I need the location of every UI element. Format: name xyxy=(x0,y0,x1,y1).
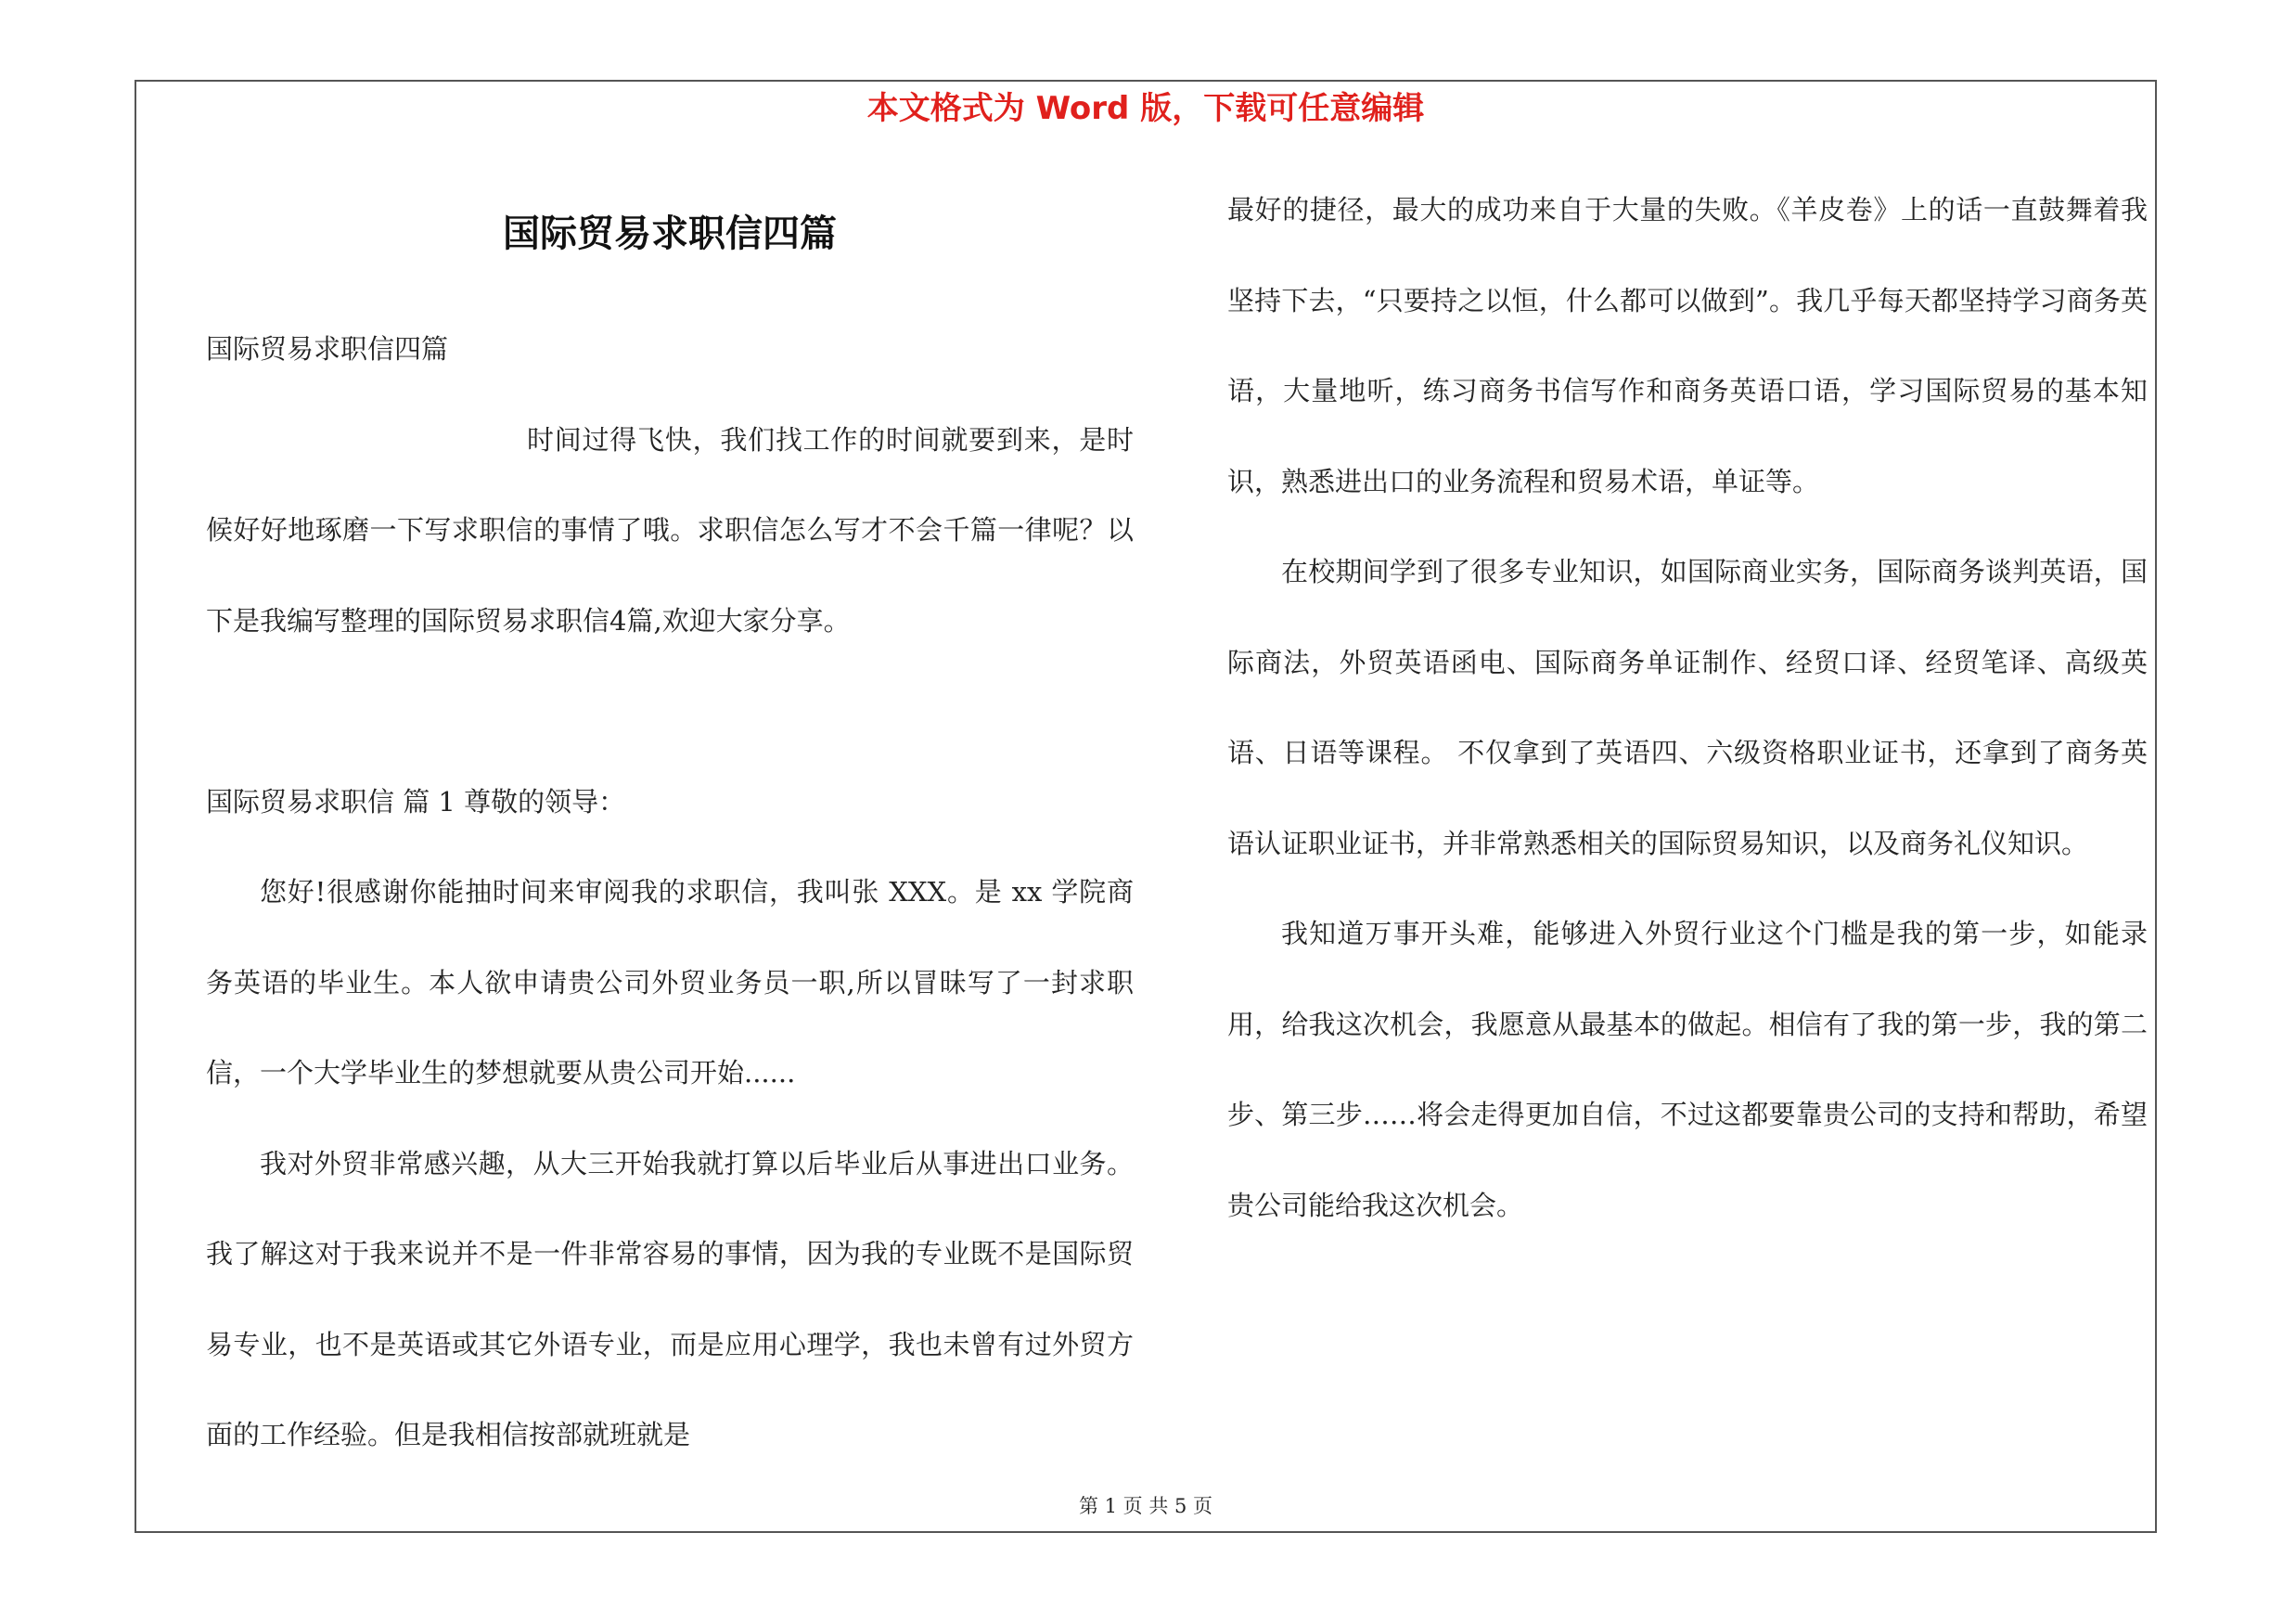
courses-paragraph: 在校期间学到了很多专业知识，如国际商业实务，国际商务谈判英语，国际商法，外贸英语函电、国际商务单证制作、经贸口译、经贸笔译、高级英语、日语等课程。 不仅拿到了英语四、六级资格职业证书，还拿到了商务英语认证职业证书，并非常熟悉相关的国际贸易知识，以及商务礼仪知识。 xyxy=(1227,556,2148,859)
intro-paragraph: 时间过得飞快，我们找工作的时间就要到来，是时候好好地琢磨一下写求职信的事情了哦。求职信怎么写才不会千篇一律呢？以下是我编写整理的国际贸易求职信4篇,欢迎大家分享。 xyxy=(206,423,1134,637)
format-banner: 本文格式为 Word 版，下载可任意编辑 xyxy=(866,90,1425,127)
subtitle-paragraph: 国际贸易求职信四篇 xyxy=(206,333,449,365)
blank-line xyxy=(206,666,1134,757)
right-column xyxy=(1227,165,2148,1251)
continuation-paragraph: 最好的捷径，最大的成功来自于大量的失败。《羊皮卷》上的话一直鼓舞着我坚持下去，“只要持之以恒，什么都可以做到”。我几乎每天都坚持学习商务英语，大量地听，练习商务书信写作和商务英语口语，学习国际贸易的基本知识，熟悉进出口的业务流程和贸易术语，单证等。 xyxy=(1227,194,2148,497)
greeting-paragraph: 您好!很感谢你能抽时间来审阅我的求职信，我叫张 XXX。是 xx 学院商务英语的毕业生。本人欲申请贵公司外贸业务员一职,所以冒昧写了一封求职信，一个大学毕业生的梦想就要从贵公司开始...... xyxy=(206,876,1134,1088)
interest-paragraph: 我对外贸非常感兴趣，从大三开始我就打算以后毕业后从事进出口业务。我了解这对于我来说并不是一件非常容易的事情，因为我的专业既不是国际贸易专业，也不是英语或其它外语专业，而是应用心理学，我也未曾有过外贸方面的工作经验。但是我相信按部就班就是 xyxy=(206,1147,1134,1450)
left-column xyxy=(206,304,1134,1481)
document-title: 国际贸易求职信四篇 xyxy=(503,213,837,255)
letter-heading: 国际贸易求职信 篇 1 尊敬的领导： xyxy=(206,785,626,818)
closing-paragraph: 我知道万事开头难，能够进入外贸行业这个门槛是我的第一步，如能录用，给我这次机会，我愿意从最基本的做起。相信有了我的第一步，我的第二步、第三步……将会走得更加自信，不过这都要靠贵公司的支持和帮助，希望贵公司能给我这次机会。 xyxy=(1227,918,2148,1221)
page-number: 第 1 页 共 5 页 xyxy=(1078,1495,1213,1517)
